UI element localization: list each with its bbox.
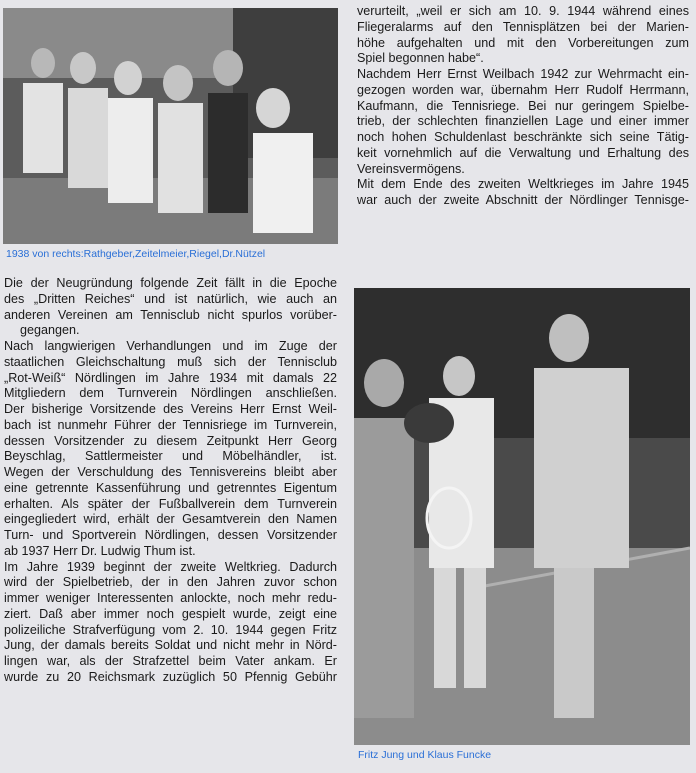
text-line: verurteilt, „weil er sich am 10. 9. 1944 während eines <box>357 4 689 18</box>
text-line: Vereinsvermögens. <box>357 161 465 176</box>
text-line: gezogen worden war, übernahm Herr Rudolf Herrmann, <box>357 82 689 97</box>
text-column-left <box>4 276 337 686</box>
text-line: war auch der zweite Abschnitt der Nördlinger Tennisge- <box>357 193 689 207</box>
text-line: polizeiliche Strafverfügung vom 2. 10. 1944 gegen Fritz <box>4 622 337 637</box>
text-line: höhe aufgehalten und mit den Vorbereitungen zum <box>357 35 689 50</box>
text-line: lingen war, als der Strafzettel beim Vater ankam. Er <box>4 654 337 668</box>
text-line: gegangen. <box>20 323 80 338</box>
text-line: Die der Neugründung folgende Zeit fällt in die Epoche <box>4 276 337 290</box>
text-line: „Rot-Weiß“ Nördlingen im Jahre 1934 mit damals 22 <box>4 370 337 385</box>
text-line: bach ist nunmehr Führer der Tennisriege im Turnverein, <box>4 417 337 432</box>
text-line: wird der Spielbetrieb, der in den Jahren zuvor schon <box>4 575 337 590</box>
text-line: anderen Vereinen am Tennisclub nicht spurlos vorüber- <box>4 307 337 322</box>
paragraph <box>4 339 337 560</box>
text-line: Mitgliedern dem Turnverein Nördlingen anschließen. <box>4 386 337 401</box>
text-line: Turn- und Sportverein Nördlingen, dessen Vorsitzender <box>4 528 337 542</box>
text-line: Fliegeralarms auf den Tennisplätzen bei der Marien- <box>357 19 689 34</box>
photo-handshake-image <box>354 288 690 745</box>
paragraph <box>4 276 337 339</box>
text-line: immer weniger Interessenten anlockte, noch mehr redu- <box>4 591 337 605</box>
photo-group-1938 <box>3 8 338 244</box>
photo-group-1938-image <box>3 8 338 244</box>
text-line: eine getrennte Kassenführung und getrenntes Eigentum <box>4 480 337 495</box>
text-line: Nach langwierigen Verhandlungen und im Zuge der <box>4 339 337 353</box>
photo-handshake <box>354 288 690 745</box>
text-line: Nachdem Herr Ernst Weilbach 1942 zur Wehrmacht ein- <box>357 67 689 81</box>
paragraph <box>357 67 689 177</box>
text-line: des „Dritten Reiches“ und ist natürlich, wie auch an <box>4 291 337 306</box>
text-line: staatlichen Gleichschaltung muß sich der Tennisclub <box>4 354 337 369</box>
text-line: Beyschlag, Sattlermeister und Möbelhändler, ist. <box>4 449 337 464</box>
paragraph <box>4 560 337 686</box>
photo-group-1938-caption: 1938 von rechts:Rathgeber,Zeitelmeier,Riegel,Dr.Nützel <box>6 248 266 260</box>
text-line: ziert. Daß aber immer noch gespielt wurde, zeigt eine <box>4 606 337 621</box>
text-line: Mit dem Ende des zweiten Weltkrieges im Jahre 1945 <box>357 177 689 192</box>
text-line: wurde zu 20 Reichsmark zuzüglich 50 Pfennig Gebühr <box>4 669 337 684</box>
text-line: Der bisherige Vorsitzende des Vereins Herr Ernst Weil- <box>4 402 337 416</box>
text-line: noch hohen Schuldenlast beschränkte sich seine Tätig- <box>357 130 689 144</box>
text-line: ab 1937 Herr Dr. Ludwig Thum ist. <box>4 543 196 558</box>
text-line: Jung, der damals bereits Soldat und nicht mehr in Nörd- <box>4 638 337 653</box>
text-line: erhalten. Als später der Fußballverein dem Turnverein <box>4 496 337 511</box>
text-line: Wegen der Verschuldung des Tennisvereins bleibt aber <box>4 465 337 479</box>
photo-handshake-caption: Fritz Jung und Klaus Funcke <box>358 749 492 761</box>
text-line: Spiel begonnen habe“. <box>357 51 484 66</box>
paragraph <box>357 177 689 209</box>
text-line: Im Jahre 1939 beginnt der zweite Weltkrieg. Dadurch <box>4 559 337 574</box>
text-column-right <box>357 4 689 209</box>
paragraph <box>357 4 689 67</box>
text-line: eingegliedert wird, erhält der Gesamtverein den Namen <box>4 512 337 527</box>
text-line: dessen Vorsitzender zu diesem Zeitpunkt Herr Georg <box>4 433 337 448</box>
text-line: trieb, der schlechten finanziellen Lage und einer immer <box>357 114 689 129</box>
text-line: keit vornehmlich auf die Verwaltung und Erhaltung des <box>357 145 689 160</box>
text-line: Kaufmann, die Tennisriege. Bei nur geringem Spielbe- <box>357 98 689 113</box>
